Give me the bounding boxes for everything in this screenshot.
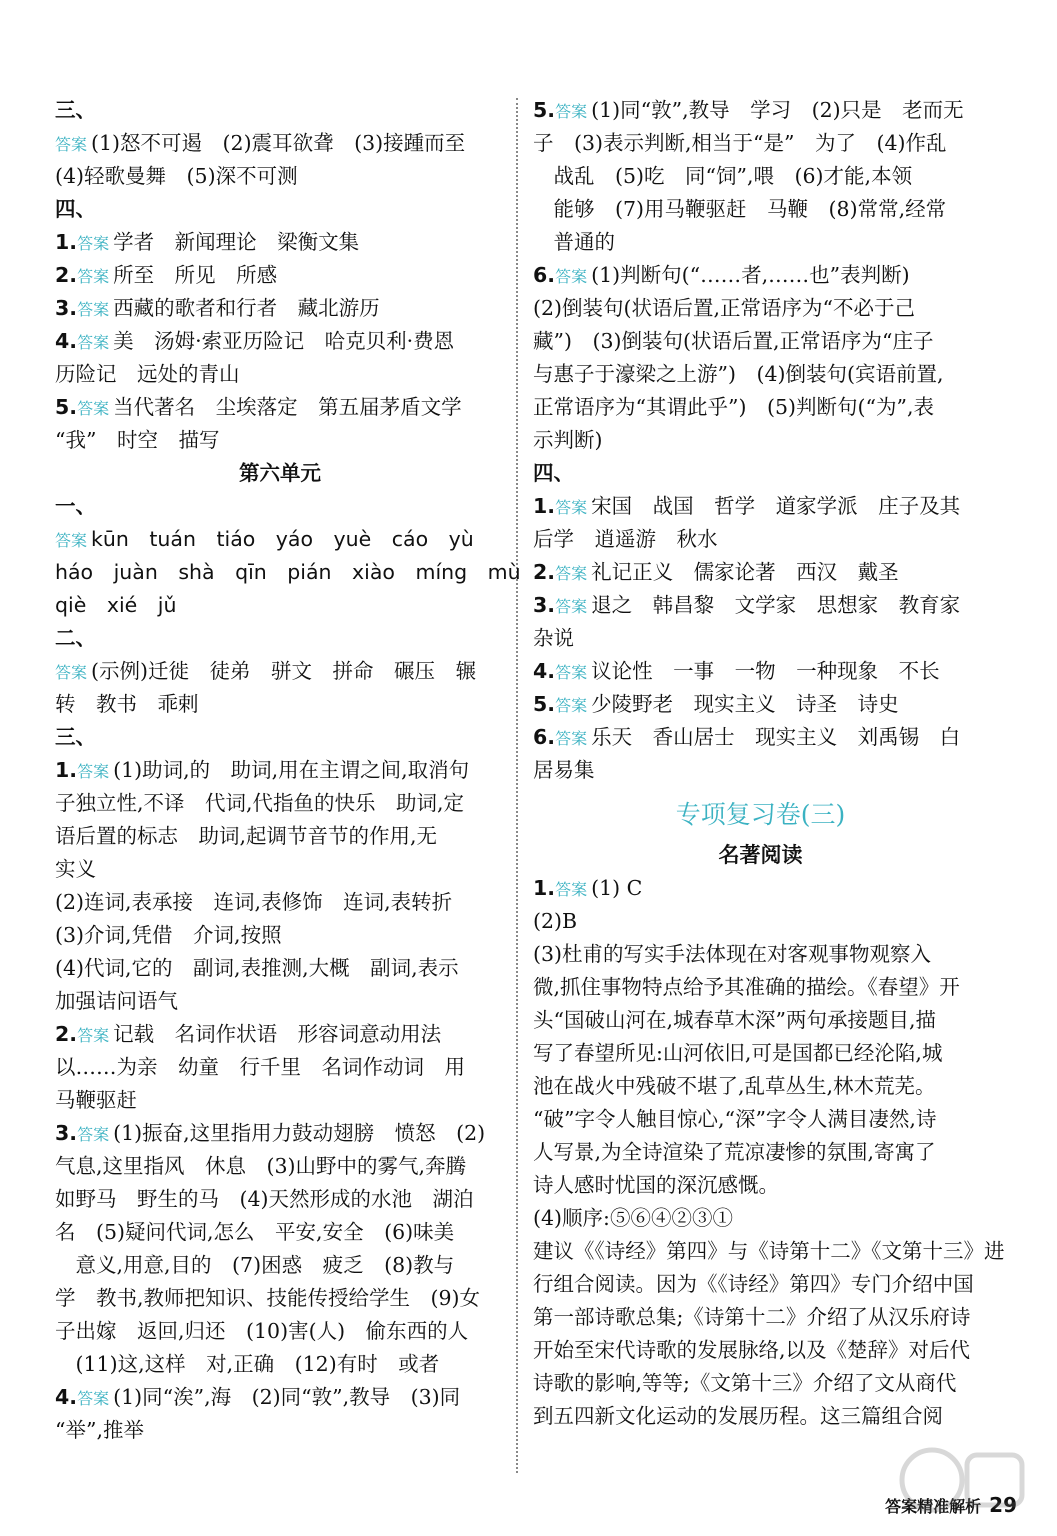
answer-line — [55, 655, 505, 688]
answer-text: 第一部诗歌总集;《诗第十二》介绍了从汉乐府诗 — [533, 1305, 971, 1329]
answer-text: (1)同“涘”,海 (2)同“敦”,教导 (3)同 — [113, 1385, 461, 1409]
answer-text: 后学 逍遥游 秋水 — [533, 527, 718, 551]
answer-text: 到五四新文化运动的发展历程。这三篇组合阅 — [533, 1404, 943, 1428]
answer-text: (4)代词,它的 副词,表推测,大概 副词,表示 — [55, 956, 459, 980]
r4-item-line — [533, 490, 988, 523]
footer-label: 答案精准解析 — [885, 1497, 982, 1516]
answer-text: 所至 所见 所感 — [113, 263, 278, 287]
answer-label: 答案 — [555, 696, 588, 715]
item-number: 1. — [55, 758, 78, 782]
item-number: 1. — [533, 494, 556, 518]
unit-title: 第六单元 — [239, 461, 321, 485]
section-header-1: 一、 — [55, 494, 96, 518]
s4-item-line — [55, 259, 505, 292]
r4-item-line — [533, 721, 988, 754]
section-header-3: 三、 — [55, 98, 96, 122]
answer-label: 答案 — [555, 597, 588, 616]
answer-text: (1)判断句(“……者,……也”表判断) — [591, 263, 910, 287]
answer-text: 历险记 远处的青山 — [55, 362, 240, 386]
answer-text: 子独立性,不译 代词,代指鱼的快乐 助词,定 — [55, 791, 465, 815]
u3-item-line — [55, 787, 505, 820]
item-number: 5. — [55, 395, 78, 419]
answer-line — [55, 688, 505, 721]
answer-text: 加强诘问语气 — [55, 989, 178, 1013]
u3-item-line — [55, 1348, 505, 1381]
r4-item-line — [533, 589, 988, 622]
answer-text: 转 教书 乖剌 — [55, 692, 199, 716]
pinyin-line — [55, 589, 505, 622]
answer-text: 宋国 战国 哲学 道家学派 庄子及其 — [591, 494, 961, 518]
answer-text: (1) C — [591, 876, 643, 900]
answer-label: 答案 — [77, 333, 110, 352]
s4-item-line — [55, 358, 505, 391]
pinyin-line — [55, 523, 505, 556]
reading-line — [533, 1400, 988, 1433]
right-column — [533, 94, 1005, 1433]
answer-text: (3)杜甫的写实手法体现在对客观事物观察入 — [533, 942, 932, 966]
section-header-r4: 四、 — [533, 461, 574, 485]
answer-text: 普通的 — [533, 230, 615, 254]
item-number: 5. — [533, 692, 556, 716]
answer-text: háo juàn shà qīn pián xiào míng mù — [55, 560, 521, 584]
u3-item-line — [55, 853, 505, 886]
s4-item-line — [55, 226, 505, 259]
answer-label: 答案 — [77, 1125, 110, 1144]
reading-line — [533, 905, 988, 938]
r4-item-line — [533, 655, 988, 688]
r4-item-line — [533, 622, 988, 655]
answer-text: “我” 时空 描写 — [55, 428, 220, 452]
answer-text: 西藏的歌者和行者 藏北游历 — [113, 296, 380, 320]
reading-subtitle: 名著阅读 — [718, 843, 803, 867]
r3-item-line — [533, 325, 988, 358]
answer-text: 意义,用意,目的 (7)困惑 疲乏 (8)教与 — [55, 1253, 455, 1277]
answer-text: “举”,推举 — [55, 1418, 144, 1442]
r3-item-line — [533, 259, 988, 292]
answer-text: 居易集 — [533, 758, 595, 782]
reading-line — [533, 1202, 988, 1235]
item-number: 4. — [533, 659, 556, 683]
item-number: 3. — [55, 1121, 78, 1145]
answer-text: 语后置的标志 助词,起调节音节的作用,无 — [55, 824, 438, 848]
item-number: 2. — [55, 1022, 78, 1046]
item-number: 2. — [55, 263, 78, 287]
answer-text: 退之 韩昌黎 文学家 思想家 教育家 — [591, 593, 961, 617]
r3-item-line — [533, 391, 988, 424]
answer-text: 子 (3)表示判断,相当于“是” 为了 (4)作乱 — [533, 131, 947, 155]
u3-item-line — [55, 1051, 505, 1084]
reading-item-line — [533, 872, 988, 905]
answer-text: 微,抓住事物特点给予其准确的描绘。《春望》开 — [533, 975, 960, 999]
answer-label: 答案 — [55, 135, 88, 154]
r4-item-line — [533, 556, 988, 589]
u3-item-line — [55, 1150, 505, 1183]
r3-item-line — [533, 292, 988, 325]
u3-item-line — [55, 1414, 505, 1447]
page-number: 29 — [989, 1493, 1017, 1517]
answer-text: qiè xié jǔ — [55, 593, 177, 617]
reading-line — [533, 1136, 988, 1169]
answer-text: 建议《《诗经》第四》与《诗第十二》《文第十三》进 — [533, 1239, 1005, 1263]
u3-item-line — [55, 754, 505, 787]
item-number: 3. — [55, 296, 78, 320]
answer-text: (4)轻歌曼舞 (5)深不可测 — [55, 164, 298, 188]
s4-item-line — [55, 292, 505, 325]
answer-label: 答案 — [55, 531, 88, 550]
review-title: 专项复习卷(三) — [675, 800, 846, 829]
answer-label: 答案 — [77, 300, 110, 319]
answer-text: 写了春望所见:山河依旧,可是国都已经沦陷,城 — [533, 1041, 943, 1065]
answer-label: 答案 — [77, 762, 110, 781]
u3-item-line — [55, 886, 505, 919]
u3-item-line — [55, 1216, 505, 1249]
reading-line — [533, 1334, 988, 1367]
column-divider — [516, 98, 518, 1473]
answer-text: 开始至宋代诗歌的发展脉络,以及《楚辞》对后代 — [533, 1338, 971, 1362]
answer-line — [55, 127, 505, 160]
u3-item-line — [55, 1282, 505, 1315]
answer-text: 示判断) — [533, 428, 603, 452]
answer-text: (示例)迁徙 徒弟 骈文 拼命 碾压 辗 — [91, 659, 477, 683]
answer-text: (4)顺序:⑤⑥④②③① — [533, 1206, 733, 1230]
reading-line — [533, 1037, 988, 1070]
left-column — [55, 94, 521, 1447]
u3-item-line — [55, 1315, 505, 1348]
answer-text: “破”字令人触目惊心,“深”字令人满目凄然,诗 — [533, 1107, 937, 1131]
u3-item-line — [55, 952, 505, 985]
item-number: 3. — [533, 593, 556, 617]
answer-label: 答案 — [77, 1389, 110, 1408]
item-number: 4. — [55, 329, 78, 353]
item-number: 6. — [533, 263, 556, 287]
u3-item-line — [55, 1018, 505, 1051]
reading-line — [533, 1235, 1005, 1268]
r4-item-line — [533, 754, 988, 787]
reading-line — [533, 1103, 988, 1136]
answer-text: 乐天 香山居士 现实主义 刘禹锡 白 — [591, 725, 961, 749]
reading-line — [533, 1004, 988, 1037]
answer-label: 答案 — [555, 880, 588, 899]
answer-text: (2)倒装句(状语后置,正常语序为“不必于己 — [533, 296, 916, 320]
answer-label: 答案 — [77, 267, 110, 286]
answer-text: 正常语序为“其谓此乎”) (5)判断句(“为”,表 — [533, 395, 934, 419]
answer-text: (11)这,这样 对,正确 (12)有时 或者 — [55, 1352, 440, 1376]
answer-text: 池在战火中残破不堪了,乱草丛生,林木荒芜。 — [533, 1074, 936, 1098]
answer-text: 诗歌的影响,等等;《文第十三》介绍了文从商代 — [533, 1371, 957, 1395]
u3-item-line — [55, 1117, 505, 1150]
answer-text: 记载 名词作状语 形容词意动用法 — [113, 1022, 442, 1046]
answer-label: 答案 — [77, 399, 110, 418]
answer-text: (2)B — [533, 909, 578, 933]
answer-text: 少陵野老 现实主义 诗圣 诗史 — [591, 692, 899, 716]
answer-label: 答案 — [555, 498, 588, 517]
s4-item-line — [55, 325, 505, 358]
reading-line — [533, 1268, 988, 1301]
answer-text: (1)振奋,这里指用力鼓动翅膀 愤怒 (2) — [113, 1121, 486, 1145]
answer-text: 子出嫁 返回,归还 (10)害(人) 偷东西的人 — [55, 1319, 469, 1343]
answer-label: 答案 — [555, 729, 588, 748]
answer-line — [55, 160, 505, 193]
r3-item-line — [533, 226, 988, 259]
answer-text: 能够 (7)用马鞭驱赶 马鞭 (8)常常,经常 — [533, 197, 947, 221]
reading-line — [533, 1070, 988, 1103]
item-number: 6. — [533, 725, 556, 749]
answer-text: (1)怒不可遏 (2)震耳欲聋 (3)接踵而至 — [91, 131, 466, 155]
answer-text: (1)同“敦”,教导 学习 (2)只是 老而无 — [591, 98, 964, 122]
item-number: 1. — [55, 230, 78, 254]
item-number: 2. — [533, 560, 556, 584]
answer-text: 学 教书,教师把知识、技能传授给学生 (9)女 — [55, 1286, 481, 1310]
reading-line — [533, 1169, 988, 1202]
answer-text: 如野马 野生的马 (4)天然形成的水池 湖泊 — [55, 1187, 474, 1211]
answer-text: (2)连词,表承接 连词,表修饰 连词,表转折 — [55, 890, 453, 914]
answer-text: 当代著名 尘埃落定 第五届茅盾文学 — [113, 395, 462, 419]
r4-item-line — [533, 688, 988, 721]
reading-line — [533, 971, 988, 1004]
pinyin-line — [55, 556, 521, 589]
u3-item-line — [55, 1183, 505, 1216]
r4-item-line — [533, 523, 988, 556]
answer-text: 美 汤姆·索亚历险记 哈克贝利·费恩 — [113, 329, 455, 353]
answer-label: 答案 — [555, 102, 588, 121]
reading-line — [533, 1301, 988, 1334]
section-header-3b: 三、 — [55, 725, 96, 749]
answer-text: 人写景,为全诗渲染了荒凉凄惨的氛围,寄寓了 — [533, 1140, 936, 1164]
answer-text: 气息,这里指风 休息 (3)山野中的雾气,奔腾 — [55, 1154, 467, 1178]
item-number: 1. — [533, 876, 556, 900]
answer-text: 以……为亲 幼童 行千里 名词作动词 用 — [55, 1055, 465, 1079]
answer-text: 藏”) (3)倒装句(状语后置,正常语序为“庄子 — [533, 329, 934, 353]
u3-item-line — [55, 919, 505, 952]
r3-item-line — [533, 127, 988, 160]
r3-item-line — [533, 358, 988, 391]
reading-line — [533, 938, 988, 971]
answer-label: 答案 — [77, 234, 110, 253]
reading-line — [533, 1367, 988, 1400]
section-header-2: 二、 — [55, 626, 96, 650]
section-header-4: 四、 — [55, 197, 96, 221]
answer-text: 学者 新闻理论 梁衡文集 — [113, 230, 360, 254]
answer-text: (1)助词,的 助词,用在主谓之间,取消句 — [113, 758, 470, 782]
answer-label: 答案 — [555, 663, 588, 682]
answer-text: 战乱 (5)吃 同“饲”,喂 (6)才能,本领 — [533, 164, 913, 188]
item-number: 4. — [55, 1385, 78, 1409]
answer-label: 答案 — [555, 267, 588, 286]
r3-item-line — [533, 94, 988, 127]
r3-item-line — [533, 160, 988, 193]
answer-text: 名 (5)疑问代词,怎么 平安,安全 (6)味美 — [55, 1220, 455, 1244]
u3-item-line — [55, 985, 505, 1018]
answer-label: 答案 — [555, 564, 588, 583]
answer-text: 实义 — [55, 857, 96, 881]
answer-text: (3)介词,凭借 介词,按照 — [55, 923, 282, 947]
answer-text: kūn tuán tiáo yáo yuè cáo yù — [91, 527, 474, 551]
answer-label: 答案 — [55, 663, 88, 682]
u3-item-line — [55, 820, 505, 853]
answer-text: 礼记正义 儒家论著 西汉 戴圣 — [591, 560, 899, 584]
s4-item-line — [55, 424, 505, 457]
u3-item-line — [55, 1084, 505, 1117]
u3-item-line — [55, 1249, 505, 1282]
answer-text: 行组合阅读。因为《《诗经》第四》专门介绍中国 — [533, 1272, 974, 1296]
answer-text: 与惠子于濠梁之上游”) (4)倒装句(宾语前置, — [533, 362, 944, 386]
r3-item-line — [533, 424, 988, 457]
answer-text: 议论性 一事 一物 一种现象 不长 — [591, 659, 940, 683]
answer-label: 答案 — [77, 1026, 110, 1045]
answer-text: 头“国破山河在,城春草木深”两句承接题目,描 — [533, 1008, 936, 1032]
answer-text: 诗人感时忧国的深沉感慨。 — [533, 1173, 779, 1197]
item-number: 5. — [533, 98, 556, 122]
watermark-logo-icon — [887, 1440, 1037, 1530]
answer-text: 马鞭驱赶 — [55, 1088, 137, 1112]
s4-item-line — [55, 391, 505, 424]
answer-text: 杂说 — [533, 626, 574, 650]
r3-item-line — [533, 193, 988, 226]
u3-item-line — [55, 1381, 505, 1414]
